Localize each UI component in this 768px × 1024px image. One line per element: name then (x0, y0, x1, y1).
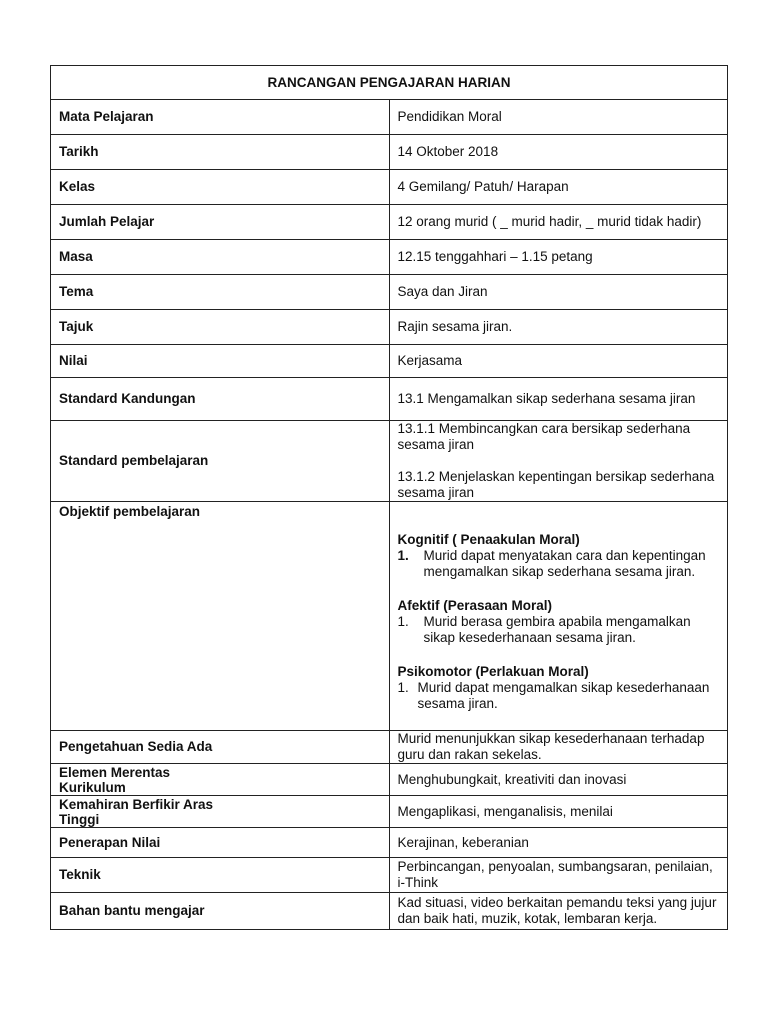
objective-text: Murid berasa gembira apabila mengamalkan sikap kesederhanaan sesama jiran. (423, 614, 691, 645)
table-row (51, 731, 728, 764)
row-value: Perbincangan, penyoalan, sumbangsaran, penilaian, i-Think (389, 858, 728, 893)
title-row (51, 66, 728, 100)
row-label: Pengetahuan Sedia Ada (51, 731, 390, 764)
table-row (51, 828, 728, 858)
table-row (51, 378, 728, 421)
row-label-line: Tinggi (59, 811, 100, 827)
row-value: Mengaplikasi, menganalisis, menilai (389, 796, 728, 828)
row-value: Kerajinan, keberanian (389, 828, 728, 858)
row-value (389, 421, 728, 502)
objective-number: 1. (397, 614, 409, 629)
row-label: Tarikh (51, 135, 390, 170)
row-value: Rajin sesama jiran. (389, 310, 728, 345)
standard-pembelajaran-item: 13.1.2 Menjelaskan kepentingan bersikap sederhana sesama jiran (397, 469, 715, 500)
table-row (51, 240, 728, 275)
table-row (51, 764, 728, 796)
row-value: Saya dan Jiran (389, 275, 728, 310)
row-label: Objektif pembelajaran (51, 502, 390, 731)
row-value: Kerjasama (389, 345, 728, 378)
row-label (51, 764, 390, 796)
row-value: 12 orang murid ( _ murid hadir, _ murid tidak hadir) (389, 205, 728, 240)
table-row (51, 205, 728, 240)
row-label: Standard pembelajaran (51, 421, 390, 502)
objective-section (398, 598, 720, 646)
row-label: Tajuk (51, 310, 390, 345)
row-value: Pendidikan Moral (389, 100, 728, 135)
row-label: Jumlah Pelajar (51, 205, 390, 240)
table-row (51, 100, 728, 135)
row-value: Menghubungkait, kreativiti dan inovasi (389, 764, 728, 796)
document-title: RANCANGAN PENGAJARAN HARIAN (51, 66, 728, 100)
objective-text: Murid dapat mengamalkan sikap kesederhanaan sesama jiran. (417, 680, 710, 711)
table-row (51, 796, 728, 828)
table-row (51, 275, 728, 310)
row-value: Murid menunjukkan sikap kesederhanaan terhadap guru dan rakan sekelas. (389, 731, 728, 764)
row-value: 12.15 tenggahhari – 1.15 petang (389, 240, 728, 275)
objective-heading: Afektif (Perasaan Moral) (397, 598, 553, 613)
row-label: Bahan bantu mengajar (51, 893, 390, 930)
objective-section (398, 532, 720, 580)
objective-heading: Psikomotor (Perlakuan Moral) (397, 664, 589, 679)
row-label-line: Kemahiran Berfikir Aras (59, 796, 214, 812)
row-label: Kelas (51, 170, 390, 205)
row-value: Kad situasi, video berkaitan pemandu teksi yang jujur dan baik hati, muzik, kotak, lembaran kerja. (389, 893, 728, 930)
table-row (51, 858, 728, 893)
objective-section (398, 664, 720, 712)
table-row (51, 310, 728, 345)
table-row (51, 345, 728, 378)
table-row (51, 170, 728, 205)
row-label-line: Elemen Merentas (59, 764, 171, 780)
row-value: 13.1 Mengamalkan sikap sederhana sesama jiran (389, 378, 728, 421)
row-label-line: Kurikulum (59, 779, 126, 795)
row-value: 14 Oktober 2018 (389, 135, 728, 170)
row-label: Teknik (51, 858, 390, 893)
standard-pembelajaran-item: 13.1.1 Membincangkan cara bersikap sederhana sesama jiran (397, 421, 691, 452)
lesson-plan-table (50, 65, 728, 930)
row-label: Mata Pelajaran (51, 100, 390, 135)
objective-text: Murid dapat menyatakan cara dan kepentingan mengamalkan sikap sederhana sesama jiran. (423, 548, 706, 579)
objectives-cell (389, 502, 728, 731)
row-label: Standard Kandungan (51, 378, 390, 421)
table-row (51, 135, 728, 170)
table-row (51, 502, 728, 731)
row-label: Masa (51, 240, 390, 275)
row-label: Tema (51, 275, 390, 310)
table-row (51, 421, 728, 502)
row-value: 4 Gemilang/ Patuh/ Harapan (389, 170, 728, 205)
table-row (51, 893, 728, 930)
objective-heading: Kognitif ( Penaakulan Moral) (397, 532, 580, 547)
row-label: Penerapan Nilai (51, 828, 390, 858)
row-label: Nilai (51, 345, 390, 378)
objective-number: 1. (397, 680, 409, 695)
row-label (51, 796, 390, 828)
objective-number: 1. (397, 548, 409, 563)
